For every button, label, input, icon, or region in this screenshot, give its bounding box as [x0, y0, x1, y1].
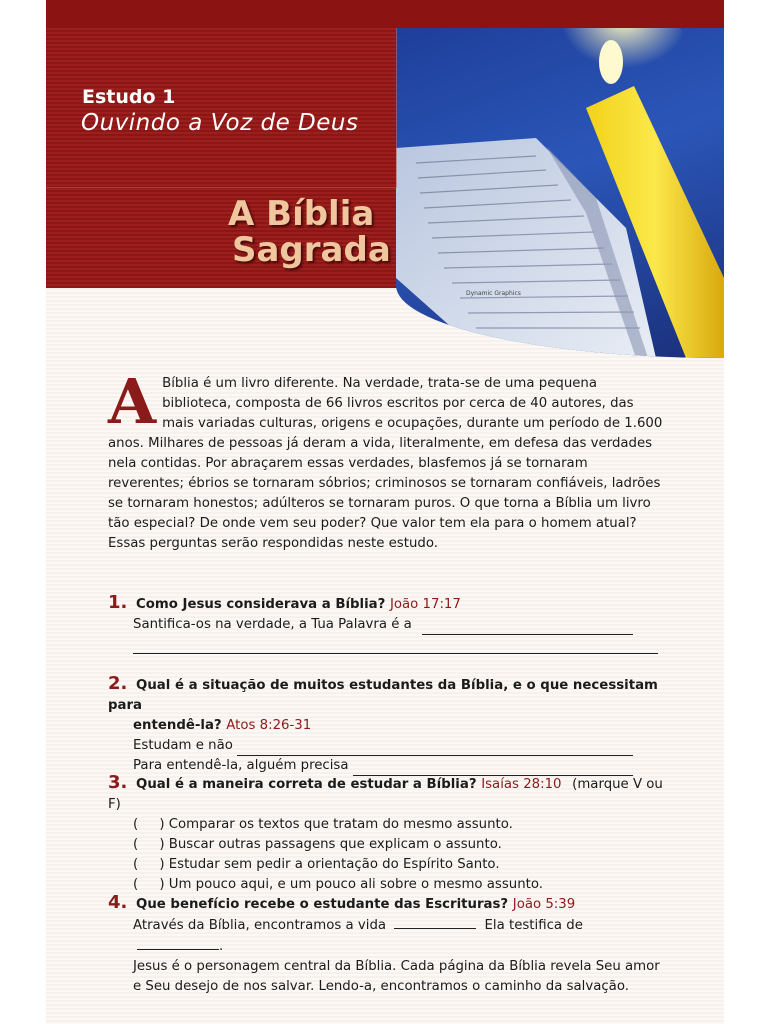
instruction: (marque V ou F) [108, 777, 663, 812]
question-text-cont: entendê-la? [133, 718, 222, 733]
question-4 [108, 893, 668, 997]
photo-credit: Dynamic Graphics [466, 290, 521, 297]
answer-prompt: Estudam e não [133, 738, 233, 753]
page [46, 0, 724, 1024]
bible-reference: João 17:17 [389, 597, 461, 612]
answer-prompt: Para entendê-la, alguém precisa [133, 758, 349, 773]
question-text: Qual é a situação de muitos estudantes da Bíblia, e o que necessitam para [108, 678, 658, 713]
question-text: Qual é a maneira correta de estudar a Bíblia? [136, 777, 477, 792]
question-number: 1. [108, 592, 128, 613]
bible-reference: Isaías 28:10 [481, 777, 562, 792]
bible-reference: João 5:39 [512, 897, 576, 912]
answer-blank[interactable] [137, 936, 219, 950]
title-line-2: Sagrada [232, 230, 391, 270]
question-text: Que benefício recebe o estudante das Escrituras? [136, 897, 509, 912]
frame-line-vertical [396, 28, 397, 188]
question-3-header [108, 773, 668, 815]
answer-blank[interactable] [237, 741, 633, 756]
frame-line-horizontal [46, 187, 396, 188]
question-2-header-cont [108, 716, 668, 736]
question-4-header [108, 893, 668, 915]
true-false-option[interactable]: ( ) Comparar os textos que tratam do mesmo assunto. [133, 817, 513, 832]
question-number: 3. [108, 772, 128, 793]
answer-prompt: Através da Bíblia, encontramos a vida [133, 918, 387, 933]
top-strip [46, 0, 724, 28]
true-false-option[interactable]: ( ) Um pouco aqui, e um pouco ali sobre o mesmo assunto. [133, 877, 543, 892]
question-text: Como Jesus considerava a Bíblia? [136, 597, 386, 612]
answer-prompt: Santifica-os na verdade, a Tua Palavra é a [133, 617, 412, 632]
true-false-option[interactable]: ( ) Estudar sem pedir a orientação do Espírito Santo. [133, 857, 500, 872]
study-subtitle: Ouvindo a Voz de Deus [81, 110, 359, 136]
question-number: 4. [108, 892, 128, 913]
answer-line [133, 615, 668, 635]
intro-text: Bíblia é um livro diferente. Na verdade, trata-se de uma pequena biblioteca, composta de 66 livros escritos por cerca de 40 autores, das mais variadas culturas, origens e ocupações, durante um período de 1.600 anos. Milhares de pessoas já deram a vida, literalmente, em defesa das verdades nela contidas. Por abraçarem essas verdades, blasfemos já se tornaram reverentes; ébrios se tornaram sóbrios; criminosos se tornaram confiáveis, ladrões se tornaram honestos; adúlteros se tornaram puros. O que torna a Bíblia um livro tão especial? De onde vem seu poder? Que valor tem ela para o homem atual? Essas perguntas serão respondidas neste estudo. [108, 376, 663, 551]
bible-reference: Atos 8:26-31 [226, 718, 312, 733]
title-line-1: A Bíblia [228, 194, 375, 234]
answer-line [133, 915, 668, 957]
page-title [228, 196, 391, 268]
answer-line [133, 736, 668, 756]
question-1 [108, 593, 668, 654]
body-text: e Seu desejo de nos salvar. Lendo-a, encontramos o caminho da salvação. [133, 979, 629, 994]
true-false-option[interactable]: ( ) Buscar outras passagens que explicam o assunto. [133, 837, 502, 852]
question-number: 2. [108, 673, 128, 694]
answer-blank[interactable] [394, 915, 476, 929]
body-text: Jesus é o personagem central da Bíblia. Cada página da Bíblia revela Seu amor [133, 959, 660, 974]
study-number: Estudo 1 [82, 86, 176, 108]
question-3 [108, 773, 668, 895]
question-2 [108, 674, 668, 776]
answer-blank[interactable] [422, 620, 633, 635]
period: . [219, 939, 224, 954]
open-bible-illustration [396, 28, 724, 358]
question-2-header [108, 674, 668, 716]
drop-cap: A [108, 365, 157, 438]
bible-photo [396, 28, 724, 358]
answer-prompt: Ela testifica de [484, 918, 583, 933]
intro-paragraph [108, 365, 663, 554]
question-1-header [108, 593, 668, 615]
answer-blank-line[interactable] [133, 635, 658, 654]
